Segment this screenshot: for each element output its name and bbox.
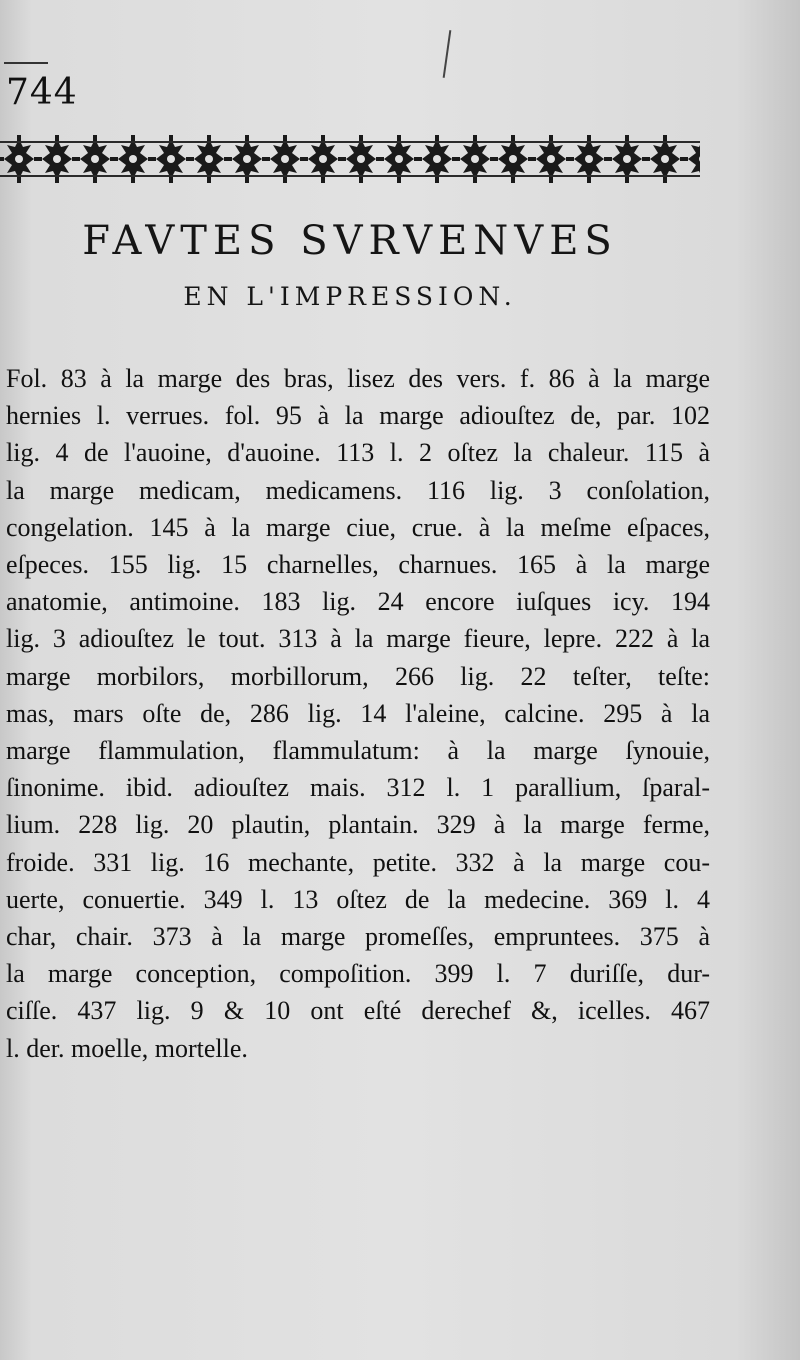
errata-line: mas, mars oſte de, 286 lig. 14 l'aleine, calcine. 295 à la	[6, 698, 710, 728]
errata-line: l. der. moelle, mortelle.	[6, 1033, 248, 1063]
errata-text	[6, 360, 710, 1067]
page-number: 744	[6, 72, 78, 113]
errata-line: la marge medicam, medicamens. 116 lig. 3 conſolation,	[6, 475, 710, 505]
errata-line: uerte, conuertie. 349 l. 13 oſtez de la medecine. 369 l. 4	[6, 884, 710, 914]
errata-line: lig. 3 adiouſtez le tout. 313 à la marge fieure, lepre. 222 à la	[6, 624, 710, 654]
ink-stroke	[443, 30, 452, 78]
errata-line: eſpeces. 155 lig. 15 charnelles, charnues. 165 à la marge	[6, 550, 710, 580]
page-subtitle: EN L'IMPRESSION.	[183, 282, 517, 311]
errata-line: hernies l. verrues. fol. 95 à la marge adiouſtez de, par. 102	[6, 401, 710, 431]
errata-line: froide. 331 lig. 16 mechante, petite. 332 à la marge cou-	[6, 847, 710, 877]
errata-line: la marge conception, compoſition. 399 l. 7 duriſſe, dur-	[6, 959, 710, 989]
errata-line: Fol. 83 à la marge des bras, lisez des vers. f. 86 à la marge	[6, 364, 710, 393]
errata-line: ciſſe. 437 lig. 9 & 10 ont eſté derechef &, icelles. 467	[6, 996, 710, 1026]
printers-ornament-band	[0, 135, 700, 183]
page-title: FAVTES SVRVENVES	[82, 218, 618, 264]
errata-line: marge morbilors, morbillorum, 266 lig. 22 teſter, teſte:	[6, 661, 710, 691]
errata-line: congelation. 145 à la marge ciue, crue. à la meſme eſpaces,	[6, 512, 710, 542]
errata-line: marge flammulation, flammulatum: à la marge ſynouie,	[6, 736, 710, 766]
errata-line: lig. 4 de l'auoine, d'auoine. 113 l. 2 oſtez la chaleur. 115 à	[6, 438, 710, 468]
corner-rule	[4, 62, 48, 64]
errata-line: lium. 228 lig. 20 plautin, plantain. 329 à la marge ferme,	[6, 810, 710, 840]
errata-line: anatomie, antimoine. 183 lig. 24 encore iuſques icy. 194	[6, 587, 710, 617]
errata-line: ſinonime. ibid. adiouſtez mais. 312 l. 1 parallium, ſparal-	[6, 773, 710, 803]
errata-line: char, chair. 373 à la marge promeſſes, empruntees. 375 à	[6, 922, 710, 952]
